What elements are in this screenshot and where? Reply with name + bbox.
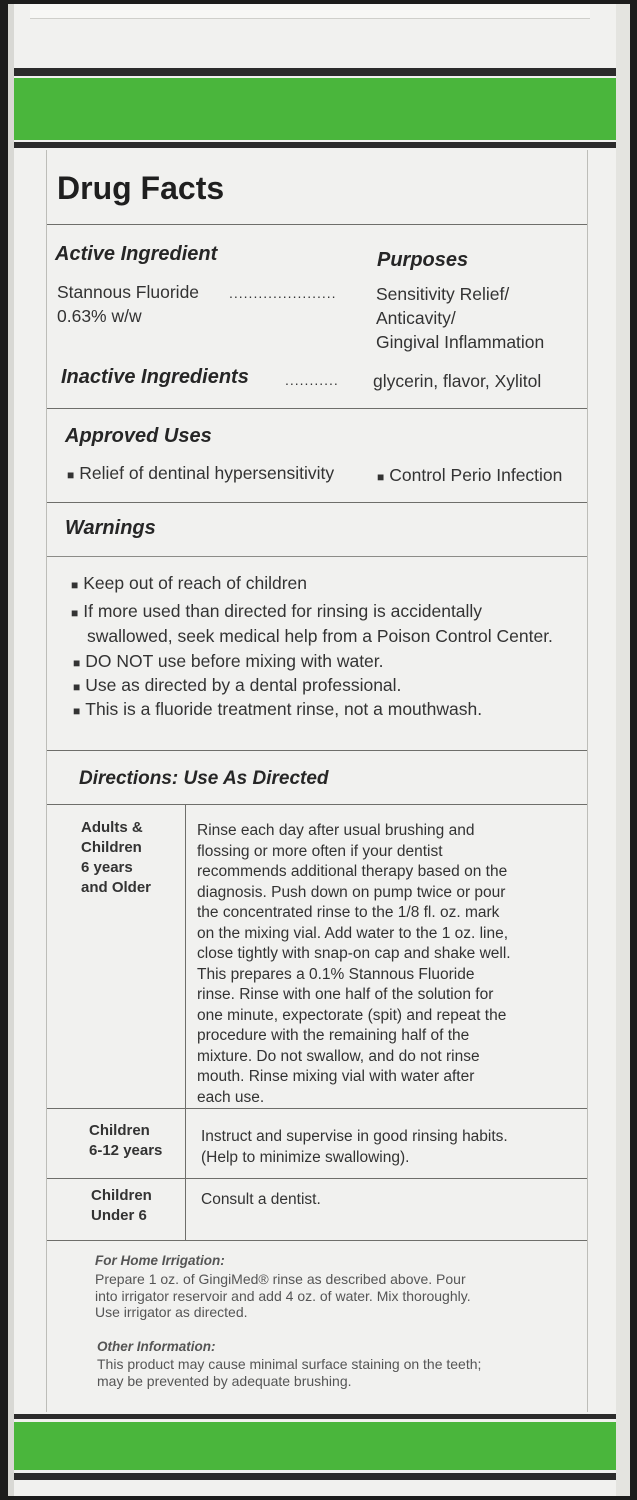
top-band-black-stripe — [14, 68, 616, 76]
carton-right-edge — [616, 4, 630, 1496]
warning-item-continuation: swallowed, seek medical help from a Poison Control Center. — [87, 626, 553, 646]
approved-uses-heading: Approved Uses — [65, 425, 212, 447]
drug-facts-title: Drug Facts — [57, 170, 225, 206]
use-item: ■ Relief of dentinal hypersensitivity — [67, 463, 335, 483]
divider — [47, 556, 587, 557]
directions-row-label: Children 6-12 years — [89, 1122, 163, 1159]
home-irrigation-text: Prepare 1 oz. of GingiMed® rinse as described above. Pour into irrigator reservoir and add 4 oz. of water. Mix thoroughly. Use irrigator as directed. — [95, 1271, 471, 1320]
warning-item: ■ Use as directed by a dental professional. — [73, 675, 402, 695]
active-ingredient-strength: 0.63% w/w — [57, 306, 142, 326]
purpose-line: Sensitivity Relief/ — [376, 284, 510, 304]
leader-dots: ........... — [285, 372, 339, 388]
other-information-text: This product may cause minimal surface staining on the teeth; may be prevented by adequate brushing. — [97, 1356, 482, 1389]
bottom-green-band — [14, 1414, 616, 1484]
directions-row-text: Instruct and supervise in good rinsing habits. (Help to minimize swallowing). — [201, 1128, 508, 1166]
divider — [47, 1108, 587, 1109]
divider — [47, 1178, 587, 1179]
inactive-ingredients-heading: Inactive Ingredients — [61, 366, 249, 388]
top-green-band — [14, 68, 616, 150]
purpose-line: Anticavity/ — [376, 308, 456, 328]
top-band-black-stripe-lower — [14, 142, 616, 148]
directions-row-text: Consult a dentist. — [201, 1191, 321, 1208]
warnings-heading: Warnings — [65, 517, 156, 539]
leader-dots: ...................... — [229, 285, 337, 301]
directions-row-label: Children Under 6 — [91, 1187, 152, 1224]
top-band-green-stripe — [14, 78, 616, 140]
directions-heading: Directions: Use As Directed — [79, 768, 329, 789]
purpose-line: Gingival Inflammation — [376, 332, 545, 352]
active-ingredient-name: Stannous Fluoride — [57, 282, 200, 302]
bottom-band-green-stripe — [14, 1422, 616, 1470]
active-ingredient-heading: Active Ingredient — [55, 243, 218, 265]
drug-facts-panel — [46, 150, 588, 1412]
divider — [47, 408, 587, 409]
divider — [47, 750, 587, 751]
carton-top-flap — [30, 4, 590, 19]
warning-item: ■ This is a fluoride treatment rinse, not a mouthwash. — [73, 699, 483, 719]
warning-item: ■ DO NOT use before mixing with water. — [73, 651, 384, 671]
bottom-band-black-stripe-lower — [14, 1473, 616, 1480]
divider — [47, 224, 587, 225]
directions-row-label: Adults & Children 6 years and Older — [81, 819, 152, 896]
warning-item: ■ If more used than directed for rinsing is accidentally — [71, 601, 483, 621]
warning-item: ■ Keep out of reach of children — [71, 573, 308, 593]
purposes-heading: Purposes — [377, 249, 469, 271]
use-item: ■ Control Perio Infection — [377, 465, 563, 485]
carton-left-edge — [8, 4, 14, 1496]
bottom-band-black-stripe — [14, 1414, 616, 1419]
directions-row-text: Rinse each day after usual brushing and flossing or more often if your dentist recommends additional therapy based on the diagnosis. Push down on pump twice or pour the concentrated rinse to the 1/8 fl. oz. mark on the mixing vial. Add water to the 1 oz. line, close tightly with snap-on cap and shake well. This prepares a 0.1% Stannous Fluoride rinse. Rinse with one half of the solution for one minute, expectorate (spit) and repeat the procedure with the remaining half of the mixture. Do not swallow, and do not rinse mouth. Rinse mixing vial with water after each use. — [197, 822, 511, 1106]
divider — [47, 1240, 587, 1241]
divider — [47, 502, 587, 503]
inactive-ingredients-value: glycerin, flavor, Xylitol — [373, 371, 542, 391]
divider — [47, 804, 587, 805]
home-irrigation-heading: For Home Irrigation: — [95, 1253, 225, 1268]
table-column-divider — [185, 804, 186, 1240]
other-information-heading: Other Information: — [97, 1339, 216, 1354]
